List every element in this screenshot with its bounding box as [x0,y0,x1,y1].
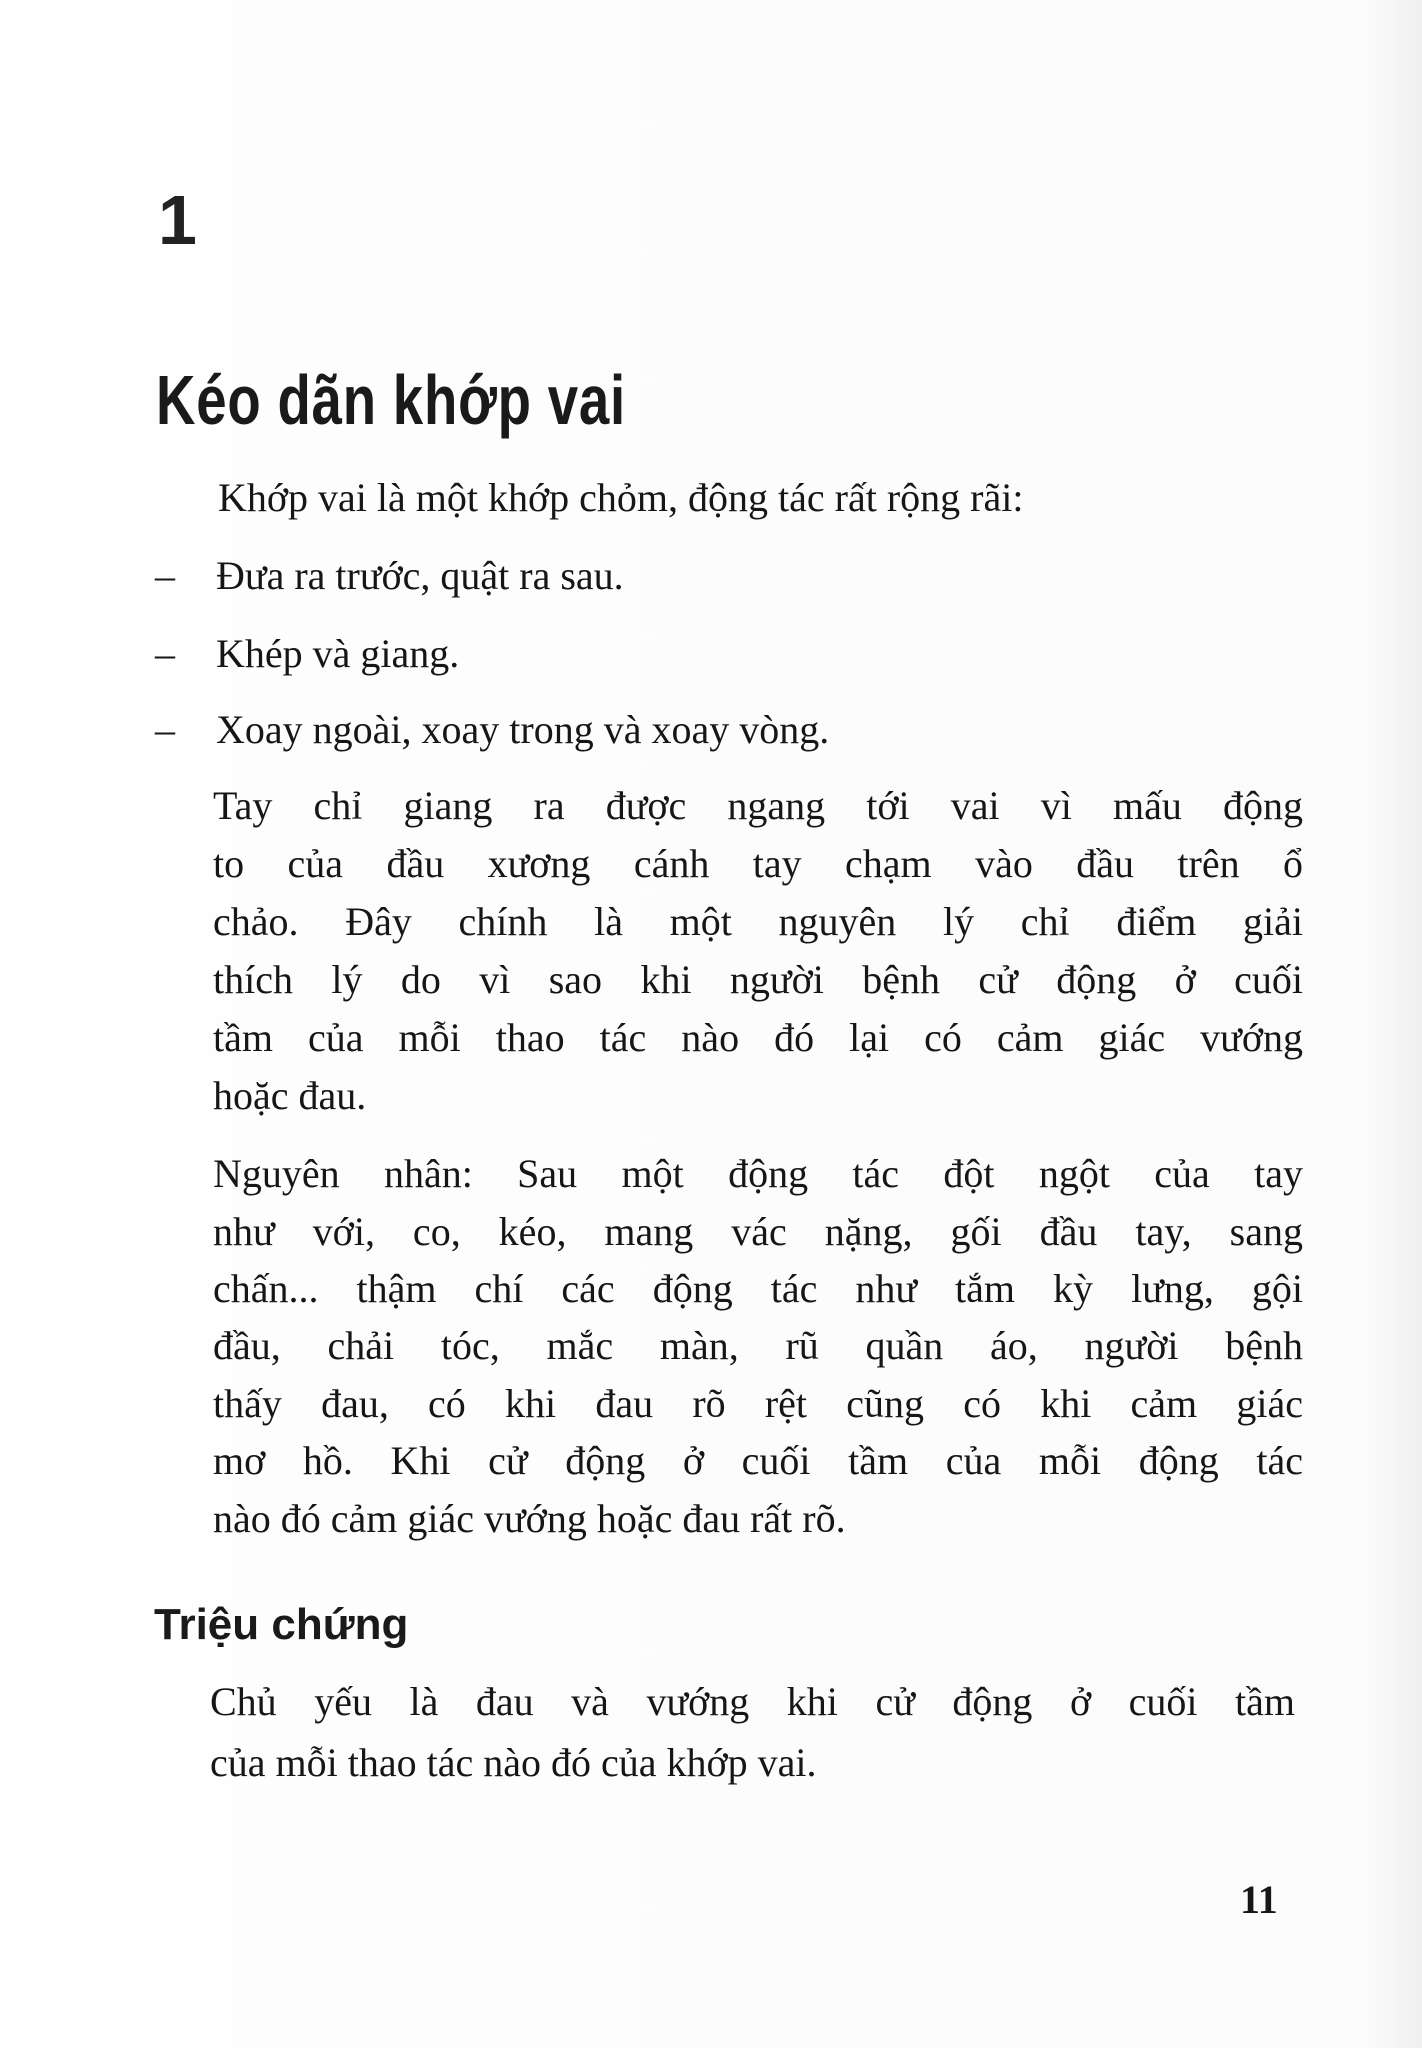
section-heading: Triệu chứng [154,1600,409,1649]
chapter-title: Kéo dãn khớp vai [156,361,626,439]
bullet-marker: – [155,631,175,676]
bullet-item: Xoay ngoài, xoay trong và xoay vòng. [216,707,830,752]
paragraph-line: nào đó cảm giác vướng hoặc đau rất rõ. [213,1496,846,1541]
chapter-number: 1 [158,181,197,259]
page-number: 11 [1240,1877,1278,1922]
bullet-item: Đưa ra trước, quật ra sau. [216,553,624,598]
paragraph-line: Nguyên nhân: Sau một động tác đột ngột của tay [213,1151,1303,1196]
bullet-marker: – [155,553,175,598]
paragraph-line: đầu, chải tóc, mắc màn, rũ quần áo, người bệnh [213,1323,1303,1368]
paragraph-line: thấy đau, có khi đau rõ rệt cũng có khi cảm giác [213,1381,1303,1426]
paragraph-line: Chủ yếu là đau và vướng khi cử động ở cuối tầm [210,1679,1295,1724]
paragraph-line: hoặc đau. [213,1073,367,1118]
paragraph-line: chấn... thậm chí các động tác như tắm kỳ lưng, gội [213,1266,1303,1311]
paragraph-line: chảo. Đây chính là một nguyên lý chỉ điểm giải [213,899,1303,944]
paragraph-line: mơ hồ. Khi cử động ở cuối tầm của mỗi động tác [213,1438,1303,1483]
bullet-item: Khép và giang. [216,631,460,676]
paragraph-line: thích lý do vì sao khi người bệnh cử động ở cuối [213,957,1303,1002]
paragraph-line: như với, co, kéo, mang vác nặng, gối đầu tay, sang [213,1209,1303,1254]
bullet-marker: – [155,707,175,752]
paragraph-line: Tay chỉ giang ra được ngang tới vai vì mấu động [213,783,1303,828]
paragraph-line: to của đầu xương cánh tay chạm vào đầu trên ổ [213,841,1303,886]
paragraph-line: của mỗi thao tác nào đó của khớp vai. [210,1740,817,1785]
intro-text: Khớp vai là một khớp chỏm, động tác rất rộng rãi: [218,475,1024,520]
paragraph-line: tầm của mỗi thao tác nào đó lại có cảm giác vướng [213,1015,1303,1060]
